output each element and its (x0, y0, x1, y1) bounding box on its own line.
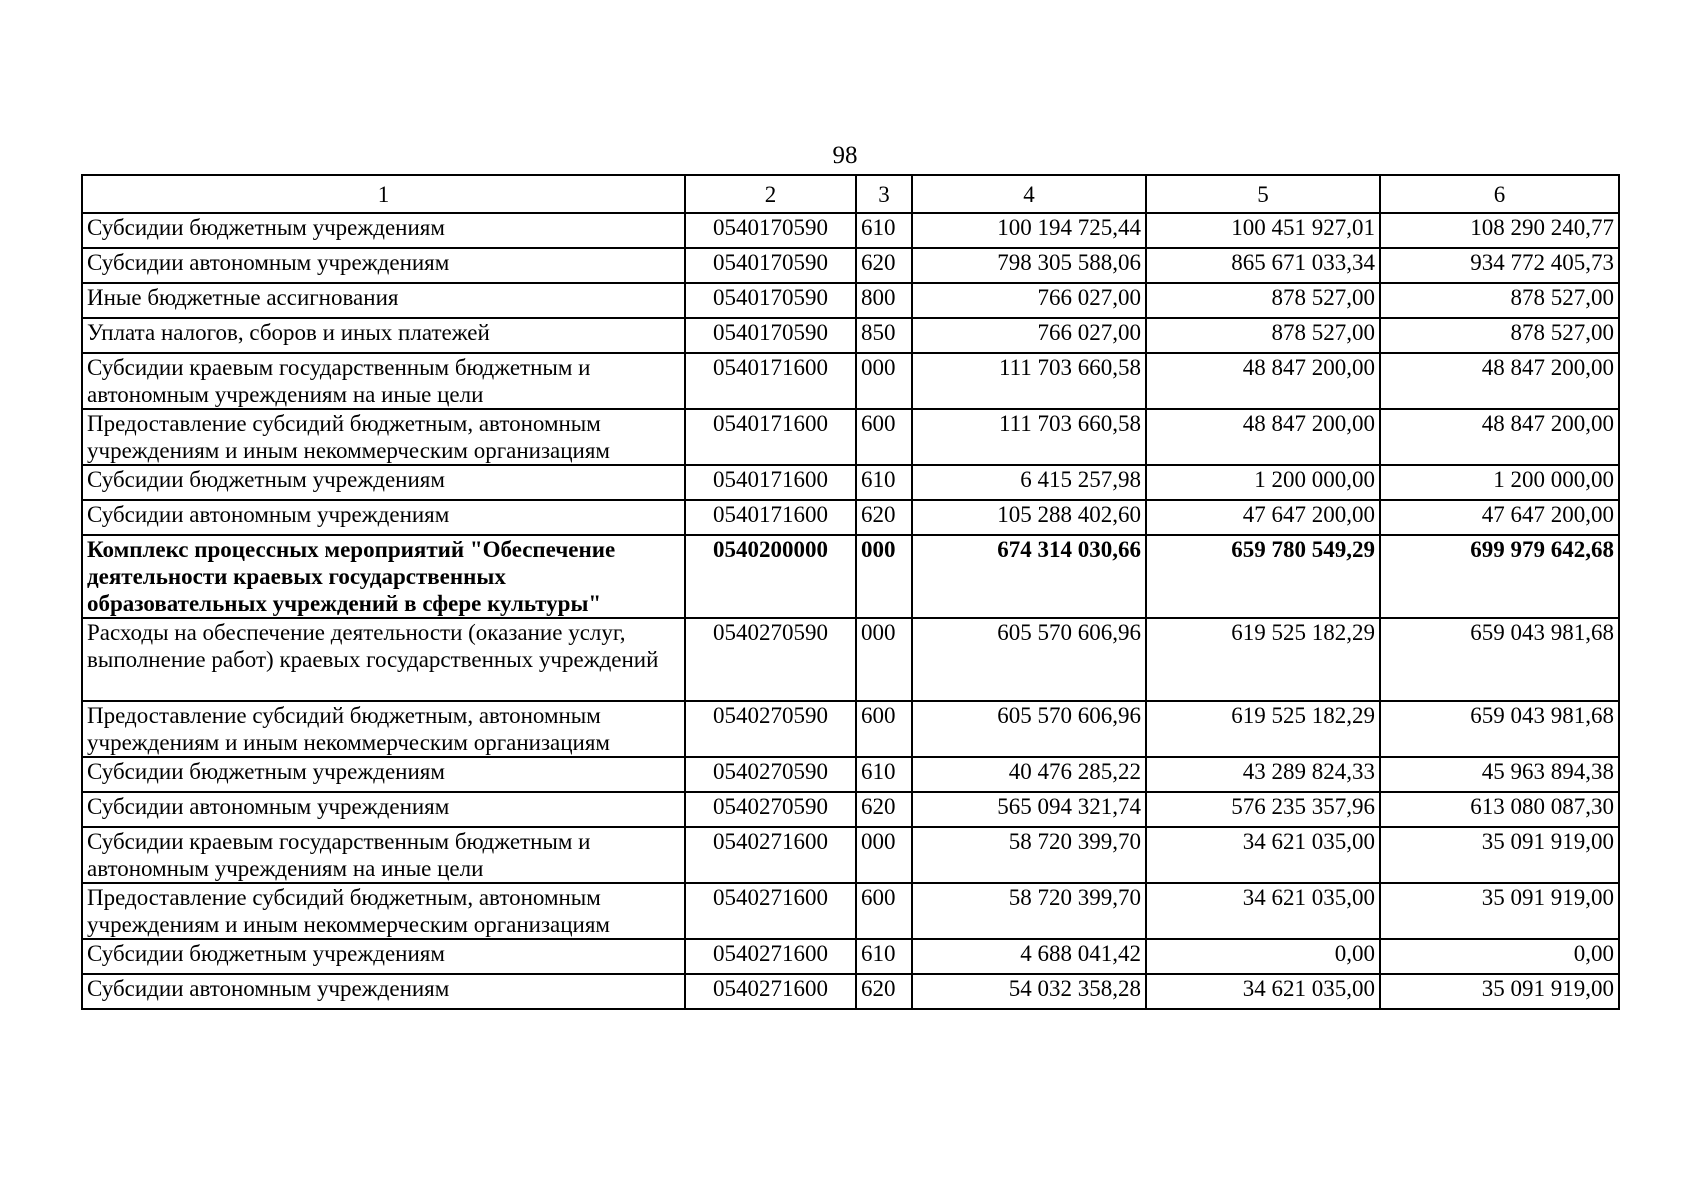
table-row (82, 283, 1619, 318)
row-value-col4: 605 570 606,96 (912, 701, 1146, 757)
table-row (82, 248, 1619, 283)
row-value-col5: 34 621 035,00 (1146, 974, 1380, 1009)
row-name: Субсидии бюджетным учреждениям (82, 939, 685, 974)
table-row (82, 353, 1619, 409)
row-code: 0540171600 (685, 500, 856, 535)
row-name: Предоставление субсидий бюджетным, автономным учреждениям и иным некоммерческим организациям (82, 883, 685, 939)
row-value-col6: 35 091 919,00 (1380, 883, 1619, 939)
column-header-2: 2 (685, 175, 856, 213)
row-value-col4: 111 703 660,58 (912, 353, 1146, 409)
row-value-col4: 6 415 257,98 (912, 465, 1146, 500)
row-expense-type: 610 (856, 939, 912, 974)
header-row (82, 175, 1619, 213)
row-value-col4: 605 570 606,96 (912, 618, 1146, 701)
row-value-col4: 58 720 399,70 (912, 827, 1146, 883)
row-expense-type: 000 (856, 535, 912, 618)
row-expense-type: 000 (856, 353, 912, 409)
row-value-col5: 1 200 000,00 (1146, 465, 1380, 500)
row-code: 0540270590 (685, 701, 856, 757)
row-name: Предоставление субсидий бюджетным, автономным учреждениям и иным некоммерческим организациям (82, 701, 685, 757)
row-value-col5: 43 289 824,33 (1146, 757, 1380, 792)
row-value-col6: 48 847 200,00 (1380, 409, 1619, 465)
row-value-col4: 4 688 041,42 (912, 939, 1146, 974)
row-expense-type: 000 (856, 618, 912, 701)
row-value-col6: 1 200 000,00 (1380, 465, 1619, 500)
row-expense-type: 600 (856, 409, 912, 465)
row-value-col6: 659 043 981,68 (1380, 618, 1619, 701)
table-row (82, 409, 1619, 465)
row-code: 0540171600 (685, 353, 856, 409)
row-expense-type: 610 (856, 465, 912, 500)
table-row (82, 500, 1619, 535)
row-name: Уплата налогов, сборов и иных платежей (82, 318, 685, 353)
row-expense-type: 610 (856, 757, 912, 792)
row-name: Субсидии бюджетным учреждениям (82, 757, 685, 792)
row-value-col4: 798 305 588,06 (912, 248, 1146, 283)
row-expense-type: 850 (856, 318, 912, 353)
row-name: Субсидии автономным учреждениям (82, 500, 685, 535)
table-row (82, 757, 1619, 792)
table-row (82, 939, 1619, 974)
row-expense-type: 800 (856, 283, 912, 318)
row-value-col6: 699 979 642,68 (1380, 535, 1619, 618)
row-name: Субсидии автономным учреждениям (82, 792, 685, 827)
row-value-col6: 878 527,00 (1380, 283, 1619, 318)
row-code: 0540170590 (685, 213, 856, 248)
row-code: 0540200000 (685, 535, 856, 618)
row-code: 0540271600 (685, 883, 856, 939)
row-value-col5: 100 451 927,01 (1146, 213, 1380, 248)
page-number: 98 (832, 142, 858, 169)
row-value-col4: 565 094 321,74 (912, 792, 1146, 827)
row-value-col6: 613 080 087,30 (1380, 792, 1619, 827)
row-code: 0540270590 (685, 757, 856, 792)
row-value-col6: 35 091 919,00 (1380, 974, 1619, 1009)
row-value-col6: 878 527,00 (1380, 318, 1619, 353)
row-value-col6: 0,00 (1380, 939, 1619, 974)
column-header-3: 3 (856, 175, 912, 213)
row-value-col6: 48 847 200,00 (1380, 353, 1619, 409)
row-code: 0540270590 (685, 618, 856, 701)
row-value-col5: 619 525 182,29 (1146, 701, 1380, 757)
row-name: Субсидии бюджетным учреждениям (82, 213, 685, 248)
table-row (82, 792, 1619, 827)
budget-table (81, 174, 1620, 1010)
row-expense-type: 620 (856, 500, 912, 535)
column-header-6: 6 (1380, 175, 1619, 213)
row-name: Предоставление субсидий бюджетным, автономным учреждениям и иным некоммерческим организациям (82, 409, 685, 465)
row-code: 0540171600 (685, 409, 856, 465)
row-name: Расходы на обеспечение деятельности (оказание услуг, выполнение работ) краевых государственных учреждений (82, 618, 685, 701)
row-name: Субсидии бюджетным учреждениям (82, 465, 685, 500)
row-value-col6: 659 043 981,68 (1380, 701, 1619, 757)
row-code: 0540170590 (685, 283, 856, 318)
column-header-5: 5 (1146, 175, 1380, 213)
row-value-col6: 934 772 405,73 (1380, 248, 1619, 283)
column-header-4: 4 (912, 175, 1146, 213)
row-expense-type: 600 (856, 883, 912, 939)
row-name: Субсидии автономным учреждениям (82, 974, 685, 1009)
row-expense-type: 610 (856, 213, 912, 248)
row-code: 0540170590 (685, 318, 856, 353)
row-name: Субсидии краевым государственным бюджетным и автономным учреждениям на иные цели (82, 827, 685, 883)
table-row (82, 701, 1619, 757)
table-row (82, 535, 1619, 618)
row-value-col5: 878 527,00 (1146, 318, 1380, 353)
table-row (82, 618, 1619, 701)
row-name: Субсидии автономным учреждениям (82, 248, 685, 283)
table-row (82, 318, 1619, 353)
row-name: Комплекс процессных мероприятий "Обеспечение деятельности краевых государственных образовательных учреждений в сфере культуры" (82, 535, 685, 618)
column-header-1: 1 (82, 175, 685, 213)
row-value-col4: 674 314 030,66 (912, 535, 1146, 618)
row-value-col5: 619 525 182,29 (1146, 618, 1380, 701)
row-value-col5: 47 647 200,00 (1146, 500, 1380, 535)
row-value-col5: 659 780 549,29 (1146, 535, 1380, 618)
row-expense-type: 000 (856, 827, 912, 883)
row-expense-type: 620 (856, 248, 912, 283)
row-code: 0540271600 (685, 939, 856, 974)
row-code: 0540170590 (685, 248, 856, 283)
row-value-col5: 48 847 200,00 (1146, 353, 1380, 409)
row-value-col5: 865 671 033,34 (1146, 248, 1380, 283)
table-row (82, 465, 1619, 500)
row-value-col5: 0,00 (1146, 939, 1380, 974)
row-value-col4: 766 027,00 (912, 283, 1146, 318)
row-value-col5: 878 527,00 (1146, 283, 1380, 318)
row-value-col4: 105 288 402,60 (912, 500, 1146, 535)
row-name: Субсидии краевым государственным бюджетным и автономным учреждениям на иные цели (82, 353, 685, 409)
row-value-col4: 766 027,00 (912, 318, 1146, 353)
row-expense-type: 620 (856, 792, 912, 827)
row-expense-type: 620 (856, 974, 912, 1009)
row-value-col5: 48 847 200,00 (1146, 409, 1380, 465)
row-code: 0540271600 (685, 827, 856, 883)
row-value-col5: 576 235 357,96 (1146, 792, 1380, 827)
table-row (82, 827, 1619, 883)
row-value-col6: 108 290 240,77 (1380, 213, 1619, 248)
table-row (82, 974, 1619, 1009)
row-value-col5: 34 621 035,00 (1146, 827, 1380, 883)
row-expense-type: 600 (856, 701, 912, 757)
row-code: 0540271600 (685, 974, 856, 1009)
table-row (82, 883, 1619, 939)
row-name: Иные бюджетные ассигнования (82, 283, 685, 318)
row-value-col4: 100 194 725,44 (912, 213, 1146, 248)
row-code: 0540270590 (685, 792, 856, 827)
row-value-col4: 111 703 660,58 (912, 409, 1146, 465)
table-body (82, 213, 1619, 1009)
row-value-col6: 45 963 894,38 (1380, 757, 1619, 792)
row-code: 0540171600 (685, 465, 856, 500)
row-value-col4: 58 720 399,70 (912, 883, 1146, 939)
table-header (82, 175, 1619, 213)
row-value-col4: 54 032 358,28 (912, 974, 1146, 1009)
row-value-col6: 35 091 919,00 (1380, 827, 1619, 883)
row-value-col4: 40 476 285,22 (912, 757, 1146, 792)
row-value-col6: 47 647 200,00 (1380, 500, 1619, 535)
row-value-col5: 34 621 035,00 (1146, 883, 1380, 939)
table-row (82, 213, 1619, 248)
